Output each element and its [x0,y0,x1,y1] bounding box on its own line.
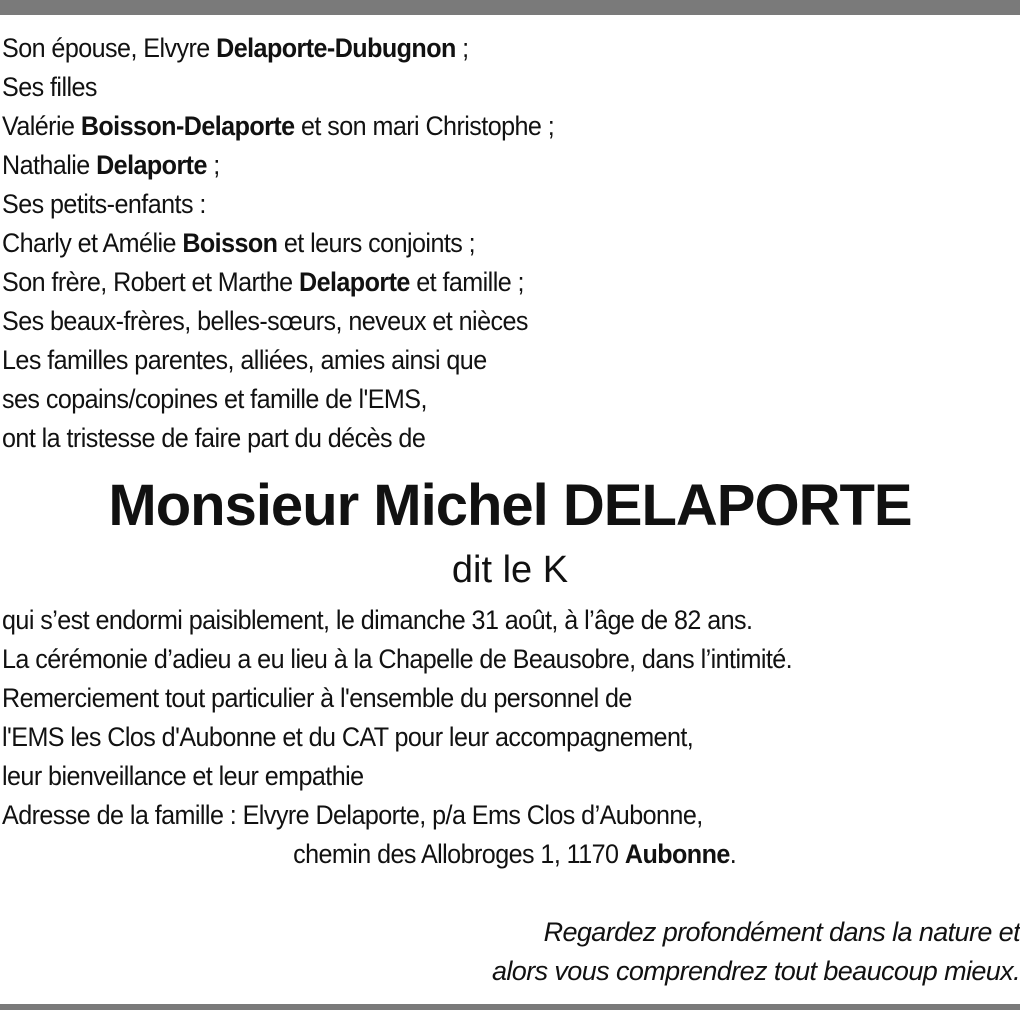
closing-quote [0,913,1020,991]
announcement-details [2,601,969,874]
family-line: Son frère, Robert et Marthe Delaporte et famille ; [2,267,524,297]
deceased-nickname: dit le K [451,549,569,591]
family-line: ont la tristesse de faire part du décès de [2,423,426,453]
detail-line: La cérémonie d’adieu a eu lieu à la Chapelle de Beausobre, dans l’intimité. [2,644,793,674]
detail-line: Remerciement tout particulier à l'ensemble du personnel de [2,683,632,713]
quote-line: Regardez profondément dans la nature et [543,917,1020,947]
detail-line: qui s’est endormi paisiblement, le dimanche 31 août, à l’âge de 82 ans. [2,605,753,635]
deceased-name: Monsieur Michel DELAPORTE [108,473,912,538]
family-address-line: chemin des Allobroges 1, 1170 Aubonne. [293,839,737,869]
family-line: Ses petits-enfants : [2,189,206,219]
family-line: Ses filles [2,72,97,102]
family-line: Les familles parentes, alliées, amies ainsi que [2,345,487,375]
detail-line: leur bienveillance et leur empathie [2,761,364,791]
top-rule [0,0,1020,15]
family-line: Nathalie Delaporte ; [2,150,220,180]
family-line: Son épouse, Elvyre Delaporte-Dubugnon ; [2,33,469,63]
family-line: Ses beaux-frères, belles-sœurs, neveux et nièces [2,306,528,336]
family-line: Valérie Boisson-Delaporte et son mari Christophe ; [2,111,555,141]
family-address-line: Adresse de la famille : Elvyre Delaporte, p/a Ems Clos d’Aubonne, [2,800,703,830]
family-list [2,29,941,458]
quote-line: alors vous comprendrez tout beaucoup mieux. [491,956,1020,986]
detail-line: l'EMS les Clos d'Aubonne et du CAT pour leur accompagnement, [2,722,694,752]
family-line: ses copains/copines et famille de l'EMS, [2,384,427,414]
bottom-rule [0,1004,1020,1010]
family-line: Charly et Amélie Boisson et leurs conjoints ; [2,228,476,258]
